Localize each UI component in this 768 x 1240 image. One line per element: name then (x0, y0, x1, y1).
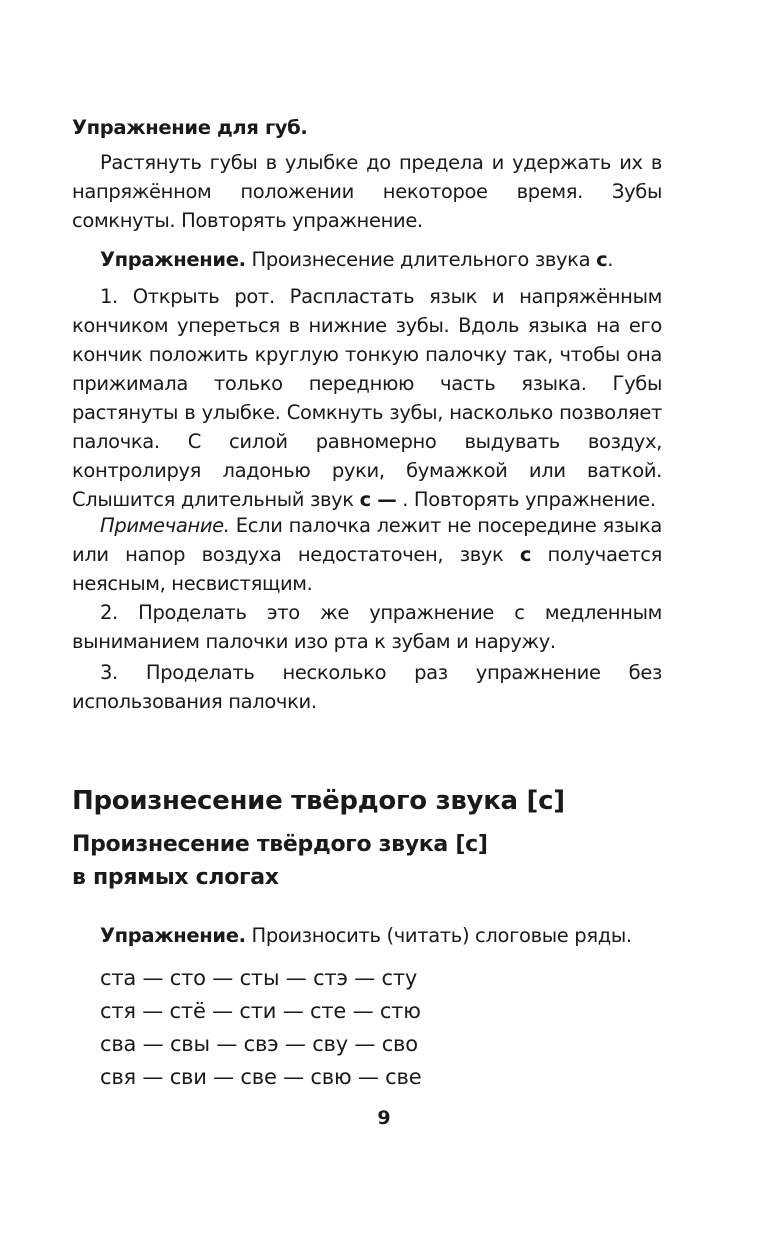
syllable-row: свя — сви — све — свю — све (100, 1065, 422, 1089)
exercise-label: Упражнение. (100, 248, 246, 271)
lip-exercise-text: Растянуть губы в улыбке до предела и удержать их в напряжённом положении некоторое время. Зубы сомкнуты. Повторять упражнение. (72, 151, 662, 232)
s-exercise-step-2: 2. Проделать это же упражнение с медленным выниманием палочки изо рта к зубам и наружу. (72, 601, 662, 653)
s-exercise-heading (72, 245, 662, 274)
syllable-row: ста — сто — сты — стэ — сту (100, 966, 418, 990)
syllable-exercise-text: Произносить (читать) слоговые ряды. (245, 924, 632, 947)
section-title: Произнесение твёрдого звука [с] (72, 786, 565, 816)
exercise-heading-text: Произнесение длительного звука (245, 248, 597, 271)
s-exercise-step-3: 3. Проделать несколько раз упражнение без использования палочки. (72, 661, 662, 713)
page-number: 9 (377, 1107, 391, 1129)
step-1-sound: с — (359, 488, 397, 511)
syllable-rows (100, 962, 421, 1094)
syllable-exercise-heading (72, 921, 662, 950)
note-end: получается неясным, несвистящим. (72, 543, 662, 595)
sound-label: с (596, 248, 608, 271)
subtitle-line-1: Произнесение твёрдого звука [с] (72, 832, 488, 857)
note-sound: с (519, 543, 532, 566)
note-label: Примечание. (100, 514, 230, 537)
exercise-heading-end: . (607, 248, 614, 271)
step-1-text: 1. Открыть рот. Распластать язык и напряжённым кончиком упереться в нижние зубы. Вдоль языка на его кончик положить круглую тонкую палочку так, чтобы она прижимала только переднюю часть языка. Губы растянуты в улыбке. Сомкнуть зубы, насколько позволяет палочка. С силой равномерно выдувать воздух, контролируя ладонью руки, бумажкой или ваткой. Слышится длительный звук (72, 285, 662, 511)
section-subtitle (72, 828, 672, 894)
subtitle-line-2: в прямых слогах (72, 865, 279, 890)
s-exercise-note (72, 511, 662, 598)
s-exercise-step-1 (72, 282, 662, 514)
note-text: Если палочка лежит не посередине языка или напор воздуха недостаточен, звук (72, 514, 662, 566)
syllable-row: стя — стё — сти — сте — стю (100, 999, 421, 1023)
syllable-exercise-label: Упражнение. (100, 924, 246, 947)
syllable-row: сва — свы — свэ — сву — сво (100, 1032, 418, 1056)
lip-exercise-title: Упражнение для губ. (72, 116, 308, 139)
step-1-end: . Повторять упражнение. (396, 488, 656, 511)
